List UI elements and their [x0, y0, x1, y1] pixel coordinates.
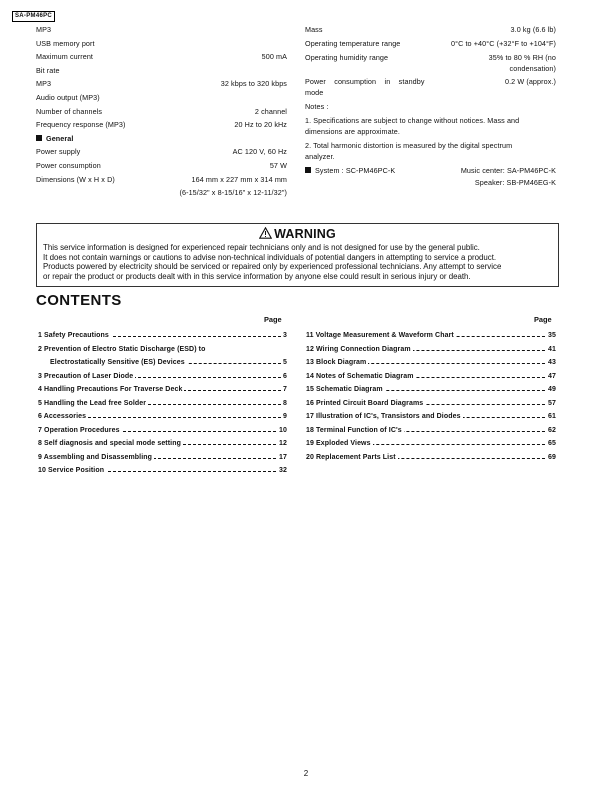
system-label: System : SC-PM46PC-K [315, 166, 396, 175]
toc-entry[interactable] [306, 357, 556, 369]
spec-value: 32 kbps to 320 kbps [220, 79, 287, 89]
spec-value: 35% to 80 % RH (no [488, 53, 556, 62]
toc-entry-title: 6 Accessories [38, 411, 88, 423]
page-column-header-left: Page [264, 315, 282, 324]
toc-entry[interactable] [306, 371, 556, 383]
contents-title: CONTENTS [36, 292, 122, 309]
music-center-model: Music center: SA-PM46PC-K [460, 166, 556, 175]
toc-entry-page: 3 [282, 330, 287, 342]
spec-value: (6-15/32" x 8-15/16" x 12-11/32") [179, 188, 287, 198]
note-text: 2. Total harmonic distortion is measured by the digital spectrum [305, 141, 513, 150]
toc-entry-page: 17 [278, 452, 287, 464]
spec-label-text: General [46, 133, 74, 143]
spec-label: Operating temperature range [305, 39, 401, 48]
square-bullet-icon [305, 167, 311, 173]
spec-label: mode [305, 88, 324, 97]
toc-entry[interactable] [38, 425, 287, 437]
toc-entry-page: 10 [278, 425, 287, 437]
spec-row [36, 146, 287, 158]
spec-value: condensation) [509, 64, 556, 73]
specs-right-column [305, 24, 556, 194]
spec-label [36, 51, 93, 63]
toc-entry[interactable] [306, 398, 556, 410]
spec-label-text: MP3 [36, 79, 52, 89]
spec-row [36, 65, 287, 77]
toc-entry[interactable] [38, 344, 287, 356]
warning-line: Products powered by electricity should be serviced or repaired only by experienced professional technicians. Any attempt to service [43, 262, 502, 272]
toc-entry[interactable] [38, 398, 287, 410]
toc-entry[interactable] [306, 344, 556, 356]
toc-entry-page: 7 [282, 384, 287, 396]
toc-entry[interactable] [306, 425, 556, 437]
spec-value: 500 mA [261, 52, 287, 62]
toc-entry[interactable] [38, 465, 287, 477]
spec-row-operating-temperature [305, 38, 556, 50]
toc-entry[interactable] [306, 330, 556, 342]
spec-label-text: Power supply [36, 147, 81, 157]
toc-entry[interactable] [306, 384, 556, 396]
toc-entry-title: 8 Self diagnosis and special mode setting [38, 438, 183, 450]
spec-label-text: Frequency response (MP3) [36, 120, 126, 130]
toc-left-column [38, 330, 287, 480]
spec-label [36, 133, 73, 145]
toc-entry-page: 35 [547, 330, 556, 342]
spec-label-text: USB memory port [36, 38, 95, 48]
toc-entry-title: 2 Prevention of Electro Static Discharge (ESD) to [38, 344, 208, 356]
spec-label: Mass [305, 25, 323, 34]
spec-label [36, 174, 115, 186]
square-bullet-icon [36, 135, 42, 141]
toc-entry-page: 49 [547, 384, 556, 396]
toc-entry-title: 5 Handling the Lead free Solder [38, 398, 148, 410]
warning-line: It does not contain warnings or cautions to advise non-technical individuals of potential dangers in attempting to service a product. [43, 252, 497, 262]
toc-entry-title: 1 Safety Precautions [38, 330, 111, 342]
spec-row-mass [305, 24, 556, 36]
spec-row [36, 92, 287, 104]
spec-row [36, 187, 287, 199]
spec-label: Operating humidity range [305, 53, 389, 62]
toc-entry-title: 20 Replacement Parts List [306, 452, 398, 464]
warning-line: or repair the product or products dealt with in this service information by anyone else could result in serious injury or death. [43, 272, 471, 282]
warning-box [36, 223, 559, 287]
spec-row [36, 38, 287, 50]
notes-heading: Notes : [305, 102, 329, 111]
toc-entry-title: 15 Schematic Diagram [306, 384, 385, 396]
spec-label-text: MP3 [36, 25, 52, 34]
toc-entry[interactable] [38, 411, 287, 423]
page-column-header-right: Page [534, 315, 552, 324]
spec-label-text: Bit rate [36, 65, 60, 75]
spec-value: 0.2 W (approx.) [504, 77, 556, 86]
spec-label [36, 146, 80, 158]
toc-entry[interactable] [38, 330, 287, 342]
toc-right-column [306, 330, 556, 468]
system-label-wrap [305, 165, 395, 177]
spec-value: 57 W [269, 161, 287, 170]
toc-entry-title: 18 Terminal Function of IC's [306, 425, 404, 437]
spec-row-operating-humidity-cont [305, 63, 556, 75]
toc-entry-title: 16 Printed Circuit Board Diagrams [306, 398, 425, 410]
spec-row [36, 174, 287, 186]
note-text: dimensions are approximate. [305, 127, 400, 136]
toc-entry-title: 14 Notes of Schematic Diagram [306, 371, 416, 383]
note-2-cont [305, 151, 556, 163]
spec-label [36, 119, 126, 131]
spec-label [36, 65, 60, 77]
toc-entry-title: 7 Operation Procedures [38, 425, 122, 437]
toc-entry-page: 43 [547, 357, 556, 369]
toc-entry[interactable] [306, 438, 556, 450]
toc-entry-page: 8 [282, 398, 287, 410]
toc-entry-page: 5 [282, 357, 287, 369]
toc-entry-title: 19 Exploded Views [306, 438, 373, 450]
toc-entry[interactable] [38, 371, 287, 383]
toc-entry[interactable] [38, 384, 287, 396]
spec-row [36, 51, 287, 63]
toc-entry-page: 47 [547, 371, 556, 383]
toc-entry[interactable] [306, 411, 556, 423]
toc-entry-title: Electrostatically Sensitive (ES) Devices [50, 357, 187, 369]
spec-value: 0°C to +40°C (+32°F to +104°F) [451, 39, 556, 48]
spec-row [36, 106, 287, 118]
note-1-cont [305, 126, 556, 138]
toc-entry-title: 13 Block Diagram [306, 357, 368, 369]
toc-entry-page: 69 [547, 452, 556, 464]
spec-row [36, 119, 287, 131]
spec-label [36, 38, 95, 50]
toc-entry-title: 4 Handling Precautions For Traverse Deck [38, 384, 184, 396]
page-number: 2 [303, 769, 309, 778]
spec-value: 2 channel [254, 106, 287, 116]
toc-entry[interactable] [50, 357, 287, 369]
toc-entry[interactable] [306, 452, 556, 464]
spec-label [36, 106, 102, 118]
toc-entry-page: 32 [278, 465, 287, 477]
note-text: 1. Specifications are subject to change without notices. Mass and [305, 116, 520, 125]
toc-entry-title: 17 Illustration of IC's, Transistors and Diodes [306, 411, 463, 423]
model-tag: SA-PM46PC [12, 11, 55, 22]
toc-entry-title: 3 Precaution of Laser Diode [38, 371, 135, 383]
warning-title: WARNING [274, 227, 336, 241]
toc-entry-page: 61 [547, 411, 556, 423]
spec-section-heading [36, 133, 287, 145]
toc-entry-title: 10 Service Position [38, 465, 106, 477]
specs-left-column [36, 24, 287, 216]
spec-row [36, 78, 287, 90]
toc-entry-page: 41 [547, 344, 556, 356]
toc-entry-page: 65 [547, 438, 556, 450]
spec-label [36, 92, 100, 104]
toc-entry-page: 57 [547, 398, 556, 410]
speaker-model: Speaker: SB-PM46EG-K [474, 178, 556, 187]
spec-row [36, 160, 287, 172]
toc-entry-title: 9 Assembling and Disassembling [38, 452, 154, 464]
toc-entry-page: 12 [278, 438, 287, 450]
note-text: analyzer. [305, 152, 335, 161]
warning-triangle-icon [259, 227, 272, 239]
spec-label [36, 78, 51, 90]
toc-entry[interactable] [38, 438, 287, 450]
spec-value: 164 mm x 227 mm x 314 mm [191, 174, 287, 184]
spec-row-standby-power-cont [305, 87, 556, 99]
spec-label [36, 24, 51, 36]
spec-label-text: Power consumption [36, 161, 101, 170]
spec-row [36, 24, 287, 36]
toc-entry-page: 62 [547, 425, 556, 437]
spec-label-text: Audio output (MP3) [36, 93, 100, 102]
warning-text [43, 243, 552, 282]
toc-entry-title: 11 Voltage Measurement & Waveform Chart [306, 330, 456, 342]
toc-entry[interactable] [38, 452, 287, 464]
toc-entry-title: 12 Wiring Connection Diagram [306, 344, 413, 356]
speaker-row [305, 177, 556, 189]
spec-label-text: Maximum current [36, 52, 94, 62]
spec-label: Power consumption in standby [305, 77, 425, 86]
spec-value: 20 Hz to 20 kHz [234, 120, 287, 130]
notes-label [305, 101, 556, 113]
toc-entry-page: 6 [282, 371, 287, 383]
spec-value: 3.0 kg (6.6 lb) [510, 25, 556, 34]
warning-line: This service information is designed for experienced repair technicians only and is not designed for use by the general public. [43, 243, 480, 252]
toc-entry-page: 9 [282, 411, 287, 423]
spec-label-text: Dimensions (W x H x D) [36, 174, 115, 184]
spec-label [36, 160, 101, 172]
warning-heading [37, 227, 558, 241]
spec-label-text: Number of channels [36, 106, 103, 116]
spec-value: AC 120 V, 60 Hz [232, 147, 287, 157]
system-row [305, 165, 556, 177]
